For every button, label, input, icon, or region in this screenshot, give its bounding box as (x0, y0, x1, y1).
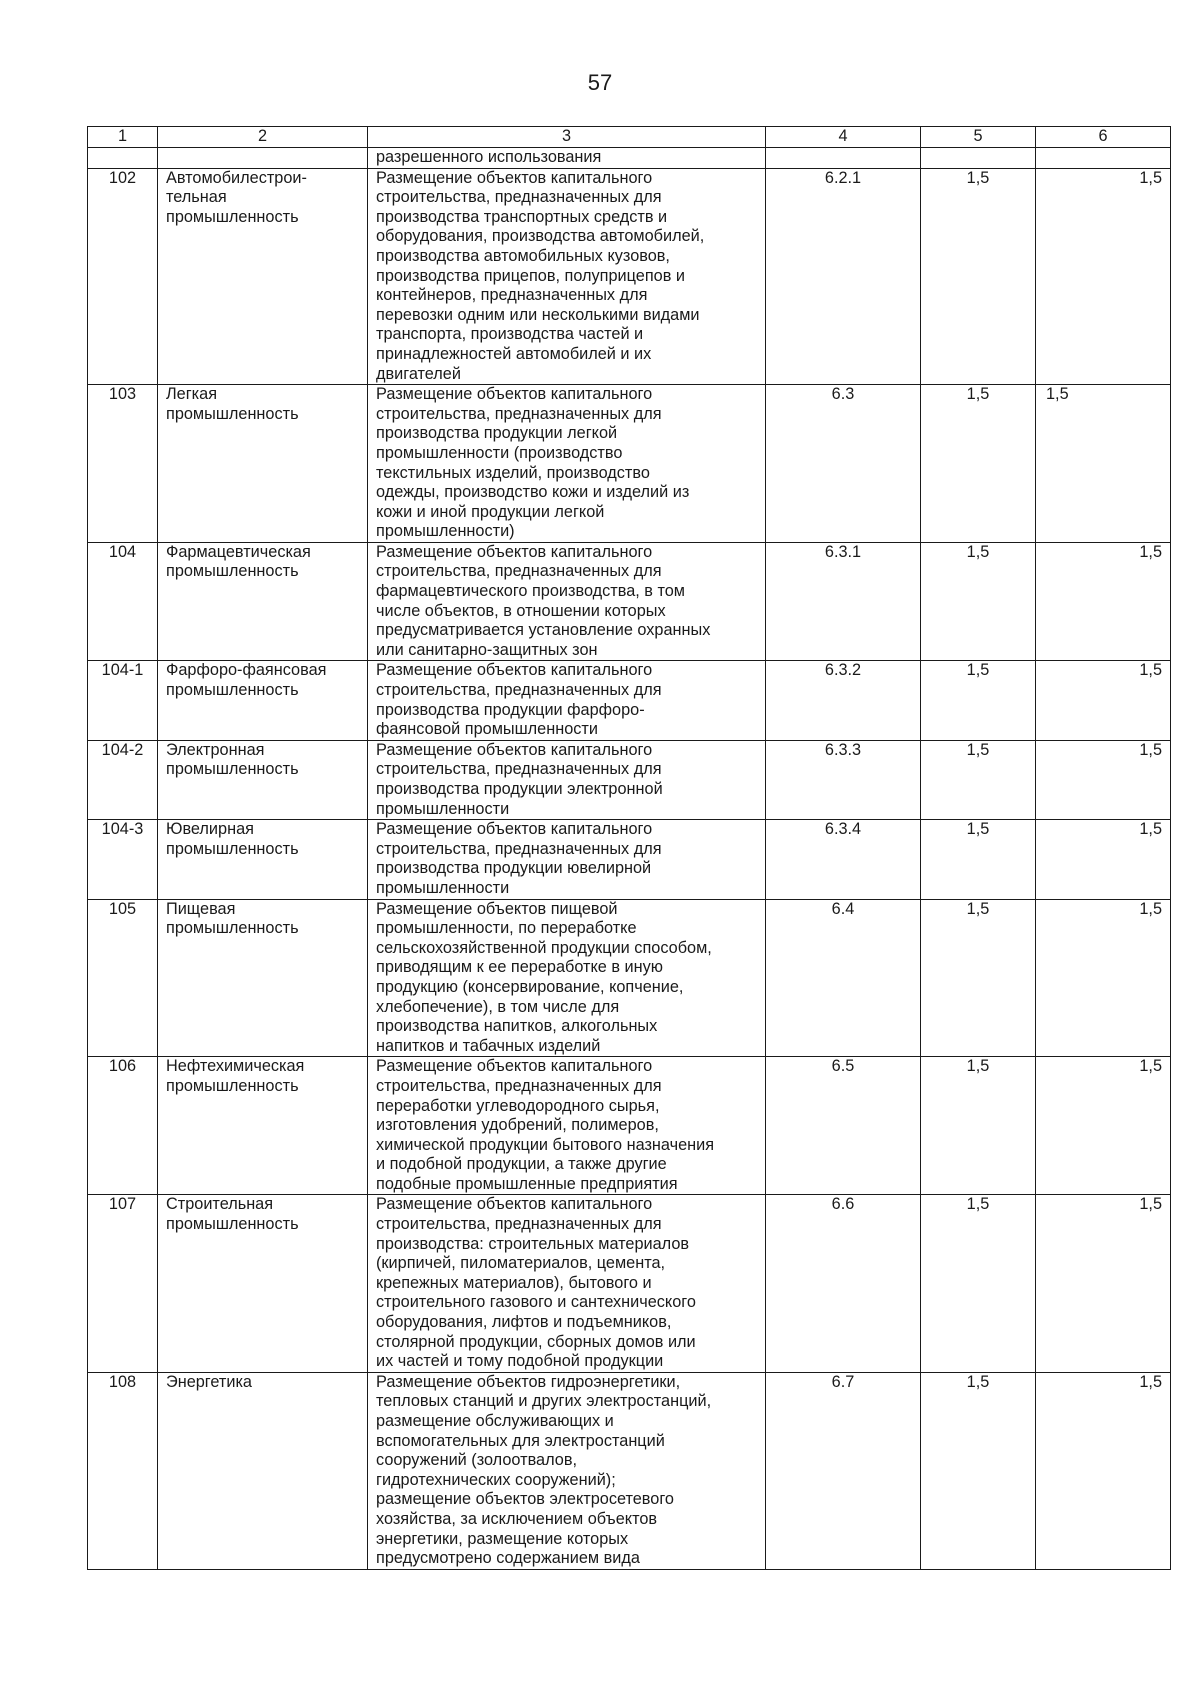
row-number: 104-2 (88, 740, 158, 819)
column-6-value: 1,5 (1036, 1195, 1171, 1372)
classifier-code: 6.4 (766, 899, 921, 1057)
row-number: 104 (88, 542, 158, 661)
use-type-name: Электронная промышленность (158, 740, 368, 819)
column-6-value: 1,5 (1036, 542, 1171, 661)
table-body (88, 127, 1171, 1570)
table-row (88, 661, 1171, 740)
column-6-value: 1,5 (1036, 1372, 1171, 1569)
column-5-value: 1,5 (921, 740, 1036, 819)
column-6-value: 1,5 (1036, 1057, 1171, 1195)
header-cell-4: 4 (766, 127, 921, 148)
use-description: Размещение объектов капитального строительства, предназначенных для производства продукции фарфоро- фаянсовой промышленности (368, 661, 766, 740)
classifier-code (766, 148, 921, 169)
table-row (88, 1195, 1171, 1372)
use-description: Размещение объектов капитального строительства, предназначенных для производства продукции электронной промышленности (368, 740, 766, 819)
page-number: 57 (587, 70, 613, 95)
row-number: 104-1 (88, 661, 158, 740)
classifier-code: 6.3 (766, 385, 921, 543)
classifier-code: 6.3.3 (766, 740, 921, 819)
row-number: 105 (88, 899, 158, 1057)
table-row (88, 542, 1171, 661)
row-number: 106 (88, 1057, 158, 1195)
column-6-value: 1,5 (1036, 168, 1171, 385)
use-description: Размещение объектов капитального строительства, предназначенных для производства транспортных средств и оборудования, производства автомобилей, производства автомобильных кузовов, производства прицепов, полуприцепов и контейнеров, предназначенных для перевозки одним или несколькими видами транспорта, производства частей и принадлежностей автомобилей и их двигателей (368, 168, 766, 385)
use-type-name: Фарфоро-фаянсовая промышленность (158, 661, 368, 740)
classifier-code: 6.5 (766, 1057, 921, 1195)
column-5-value: 1,5 (921, 899, 1036, 1057)
row-number: 107 (88, 1195, 158, 1372)
table-row (88, 1057, 1171, 1195)
use-type-name: Энергетика (158, 1372, 368, 1569)
use-description: Размещение объектов капитального строительства, предназначенных для фармацевтического производства, в том числе объектов, в отношении которых предусматривается установление охранных или санитарно-защитных зон (368, 542, 766, 661)
column-6-value: 1,5 (1036, 820, 1171, 899)
row-number (88, 148, 158, 169)
table-row (88, 148, 1171, 169)
classifier-code: 6.2.1 (766, 168, 921, 385)
classifier-code: 6.7 (766, 1372, 921, 1569)
table-header-row (88, 127, 1171, 148)
header-cell-5: 5 (921, 127, 1036, 148)
row-number: 102 (88, 168, 158, 385)
table-row (88, 820, 1171, 899)
use-description: Размещение объектов капитального строительства, предназначенных для производства продукции легкой промышленности (производство текстильных изделий, производство одежды, производство кожи и изделий из кожи и иной продукции легкой промышленности) (368, 385, 766, 543)
use-description: Размещение объектов капитального строительства, предназначенных для производства продукции ювелирной промышленности (368, 820, 766, 899)
header-cell-2: 2 (158, 127, 368, 148)
table-row (88, 899, 1171, 1057)
column-5-value (921, 148, 1036, 169)
classifier-code: 6.3.2 (766, 661, 921, 740)
use-description: Размещение объектов капитального строительства, предназначенных для производства: строительных материалов (кирпичей, пиломатериалов, цемента, крепежных материалов), бытового и строительного газового и сантехнического оборудования, лифтов и подъемников, столярной продукции, сборных домов или их частей и тому подобной продукции (368, 1195, 766, 1372)
column-5-value: 1,5 (921, 168, 1036, 385)
column-5-value: 1,5 (921, 1195, 1036, 1372)
use-type-name: Пищевая промышленность (158, 899, 368, 1057)
column-6-value: 1,5 (1036, 661, 1171, 740)
use-description: Размещение объектов пищевой промышленности, по переработке сельскохозяйственной продукции способом, приводящим к ее переработке в иную продукцию (консервирование, копчение, хлебопечение), в том числе для производства напитков, алкогольных напитков и табачных изделий (368, 899, 766, 1057)
use-type-name: Легкая промышленность (158, 385, 368, 543)
use-type-name: Фармацевтическая промышленность (158, 542, 368, 661)
use-type-name: Нефтехимическая промышленность (158, 1057, 368, 1195)
row-number: 104-3 (88, 820, 158, 899)
table-row (88, 740, 1171, 819)
row-number: 103 (88, 385, 158, 543)
classifier-code: 6.6 (766, 1195, 921, 1372)
column-6-value (1036, 148, 1171, 169)
column-5-value: 1,5 (921, 385, 1036, 543)
table-row (88, 168, 1171, 385)
classifier-code: 6.3.4 (766, 820, 921, 899)
column-5-value: 1,5 (921, 542, 1036, 661)
column-6-value: 1,5 (1036, 740, 1171, 819)
header-cell-1: 1 (88, 127, 158, 148)
column-5-value: 1,5 (921, 661, 1036, 740)
classifier-code: 6.3.1 (766, 542, 921, 661)
header-cell-6: 6 (1036, 127, 1171, 148)
use-description: Размещение объектов гидроэнергетики, тепловых станций и других электростанций, размещение обслуживающих и вспомогательных для электростанций сооружений (золоотвалов, гидротехнических сооружений); размещение объектов электросетевого хозяйства, за исключением объектов энергетики, размещение которых предусмотрено содержанием вида (368, 1372, 766, 1569)
use-description: Размещение объектов капитального строительства, предназначенных для переработки углеводородного сырья, изготовления удобрений, полимеров, химической продукции бытового назначения и подобной продукции, а также другие подобные промышленные предприятия (368, 1057, 766, 1195)
use-type-name: Строительная промышленность (158, 1195, 368, 1372)
use-type-name: Автомобилестрои- тельная промышленность (158, 168, 368, 385)
row-number: 108 (88, 1372, 158, 1569)
use-type-name: Ювелирная промышленность (158, 820, 368, 899)
column-5-value: 1,5 (921, 1372, 1036, 1569)
column-6-value: 1,5 (1036, 899, 1171, 1057)
use-type-name (158, 148, 368, 169)
column-5-value: 1,5 (921, 820, 1036, 899)
header-cell-3: 3 (368, 127, 766, 148)
table-row (88, 385, 1171, 543)
land-use-table (87, 126, 1171, 1570)
table-row (88, 1372, 1171, 1569)
column-5-value: 1,5 (921, 1057, 1036, 1195)
column-6-value: 1,5 (1036, 385, 1171, 543)
use-description: разрешенного использования (368, 148, 766, 169)
